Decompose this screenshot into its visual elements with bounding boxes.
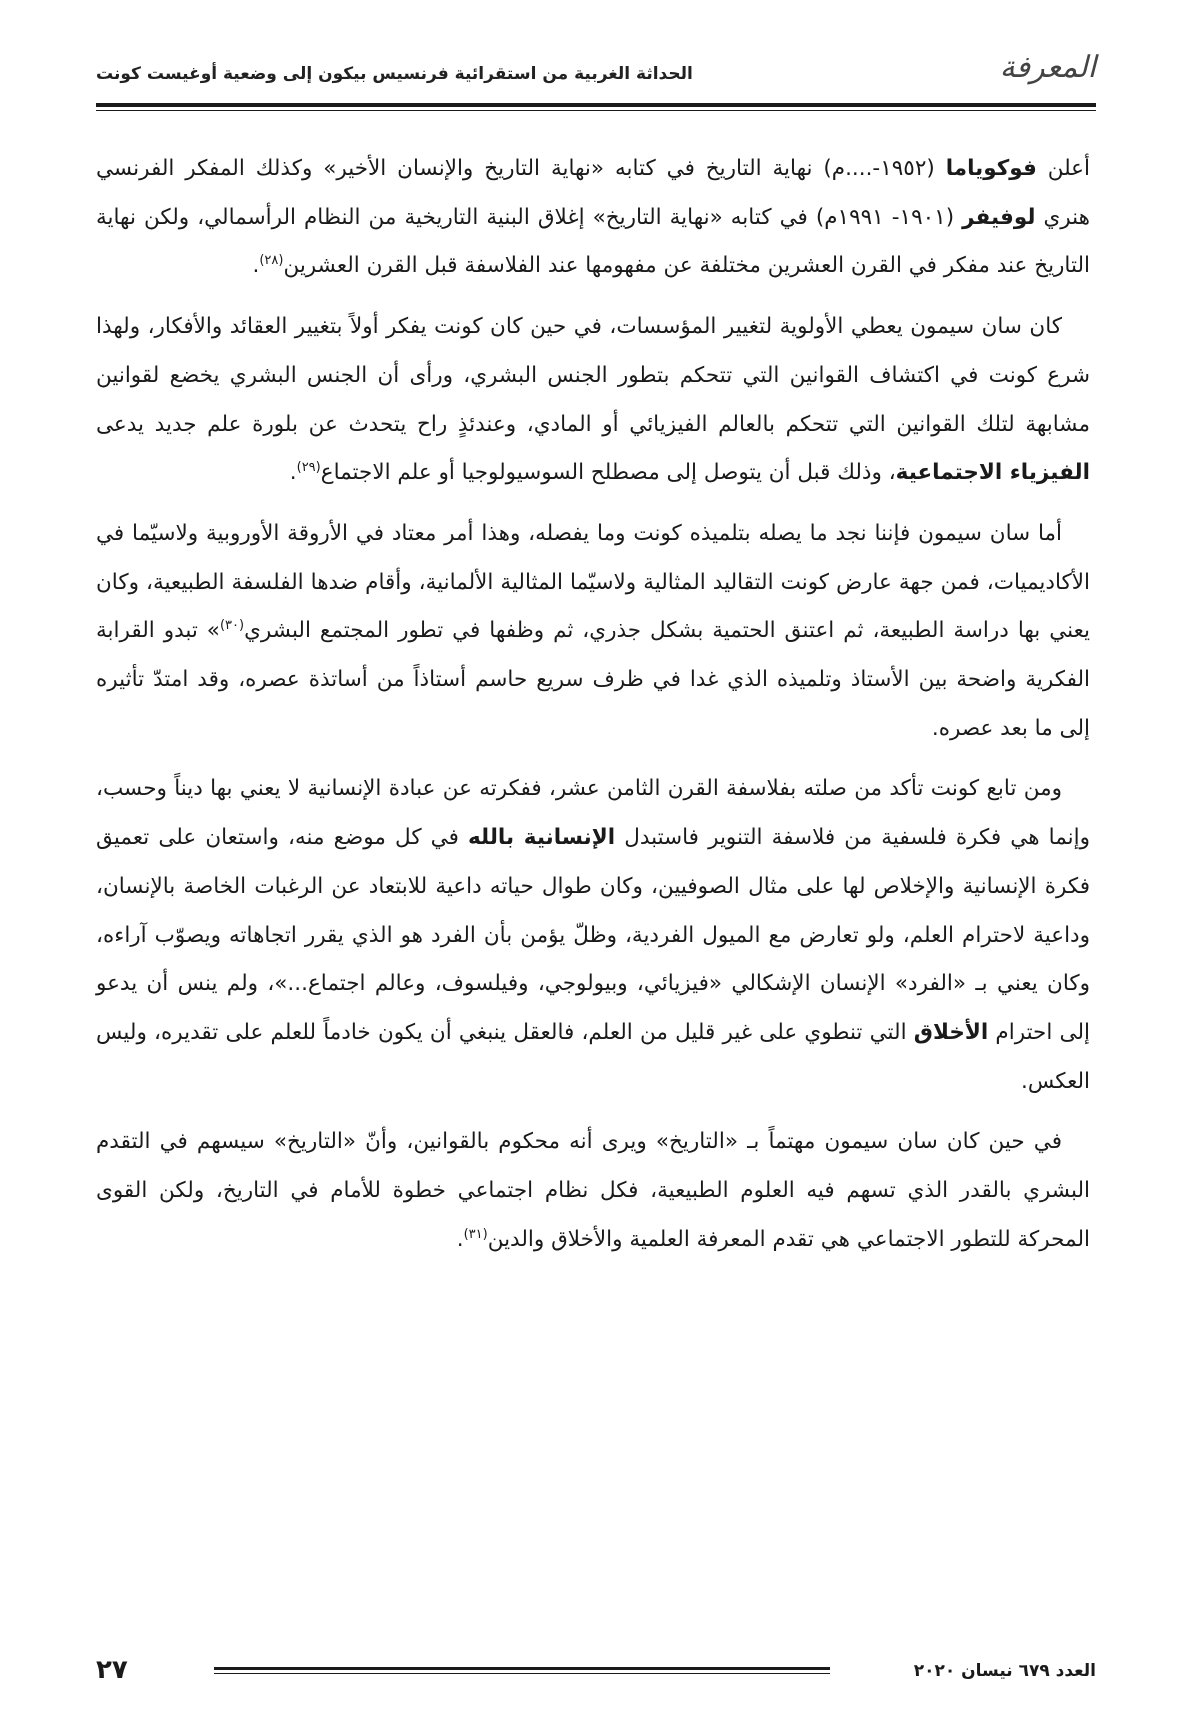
- bold-term: الفيزياء الاجتماعية: [895, 460, 1090, 486]
- footnote-ref: (٢٩): [296, 460, 321, 476]
- paragraph-4: ومن تابع كونت تأكد من صلته بفلاسفة القرن الثامن عشر، ففكرته عن عبادة الإنسانية لا يعني بها ديناً وحسب، وإنما هي فكرة فلسفية من فلاسفة التنوير فاستبدل الإنسانية بالله في كل موضع منه، واستعان على تعميق فكرة الإنسانية والإخلاص لها على مثال الصوفيين، وكان طوال حياته داعية للابتعاد عن الرغبات الخاصة بالإنسان، وداعية لاحترام العلم، ولو تعارض مع الميول الفردية، وظلّ يؤمن بأن الفرد هو الذي يقرر اتجاهاته ويصوّب آراءه، وكان يعني بـ «الفرد» الإنسان الإشكالي «فيزيائي، وبيولوجي، وفيلسوف، وعالم اجتماع...»، ولم ينس أن يدعو إلى احترام الأخلاق التي تنطوي على غير قليل من العلم، فالعقل ينبغي أن يكون خادماً للعلم على تقديره، وليس العكس.: [96, 776, 1090, 1094]
- footnote-ref: (٣١): [463, 1226, 488, 1242]
- footer-rule-thick: [214, 1667, 830, 1670]
- bold-term: لوفيفر: [962, 204, 1036, 230]
- page-number: ٢٧: [96, 1655, 128, 1685]
- bold-term: الأخلاق: [913, 1019, 989, 1045]
- footnote-ref: (٢٨): [259, 253, 284, 269]
- footnote-ref: (٣٠): [219, 618, 245, 634]
- bold-term: فوكوياما: [945, 156, 1037, 181]
- footer-rule-thin: [214, 1673, 830, 1674]
- page-footer: [96, 1655, 1096, 1695]
- journal-logo: المعرفة: [999, 50, 1096, 85]
- header-rule-thin: [96, 110, 1096, 111]
- bold-term: الإنسانية بالله: [468, 825, 616, 851]
- header-rule-thick: [96, 103, 1096, 107]
- page-header: [96, 44, 1096, 108]
- article-body: [96, 145, 1090, 1276]
- running-title: الحداثة الغربية من استقرائية فرنسيس بيكون إلى وضعية أوغيست كونت: [96, 64, 693, 84]
- paragraph-3: أما سان سيمون فإننا نجد ما يصله بتلميذه كونت وما يفصله، وهذا أمر معتاد في الأروقة الأوروبية ولاسيّما في الأكاديميات، فمن جهة عارض كونت التقاليد المثالية ولاسيّما المثالية الألمانية، وأقام ضدها الفلسفة الطبيعية، وكان يعني بها دراسة الطبيعة، ثم اعتنق الحتمية بشكل جذري، ثم وظفها في تطور المجتمع البشري$^{(٣٠)}$» تبدو القرابة الفكرية واضحة بين الأستاذ وتلميذه الذي غدا في ظرف سريع حاسم أستاذاً من أساتذة عصره، وقد امتدّ تأثيره إلى ما بعد عصره.: [96, 520, 1090, 741]
- paragraph-1: أعلن فوكوياما (١٩٥٢-....م) نهاية التاريخ في كتابه «نهاية التاريخ والإنسان الأخير» وكذلك المفكر الفرنسي هنري لوفيفر (١٩٠١- ١٩٩١م) في كتابه «نهاية التاريخ» إغلاق البنية التاريخية من النظام الرأسمالي، ولكن نهاية التاريخ عند مفكر في القرن العشرين مختلفة عن مفهومها عند الفلاسفة قبل القرن العشرين$^{(٢٨)}$.: [96, 156, 1090, 279]
- paragraph-5: في حين كان سان سيمون مهتماً بـ «التاريخ» ويرى أنه محكوم بالقوانين، وأنّ «التاريخ» سيسهم في التقدم البشري بالقدر الذي تسهم فيه العلوم الطبيعية، فكل نظام اجتماعي خطوة للأمام في التاريخ، ولكن القوى المحركة للتطور الاجتماعي هي تقدم المعرفة العلمية والأخلاق والدين$^{(٣١)}$.: [96, 1129, 1090, 1252]
- paragraph-2: كان سان سيمون يعطي الأولوية لتغيير المؤسسات، في حين كان كونت يفكر أولاً بتغيير العقائد والأفكار، ولهذا شرع كونت في اكتشاف القوانين التي تتحكم بتطور الجنس البشري، ورأى أن الجنس البشري يخضع لقوانين مشابهة لتلك القوانين التي تتحكم بالعالم الفيزيائي أو المادي، وعندئذٍ راح يتحدث عن بلورة علم جديد يدعى الفيزياء الاجتماعية، وذلك قبل أن يتوصل إلى مصطلح السوسيولوجيا أو علم الاجتماع$^{(٢٩)}$.: [96, 314, 1090, 486]
- issue-info: العدد ٦٧٩ نيسان ٢٠٢٠: [913, 1661, 1096, 1681]
